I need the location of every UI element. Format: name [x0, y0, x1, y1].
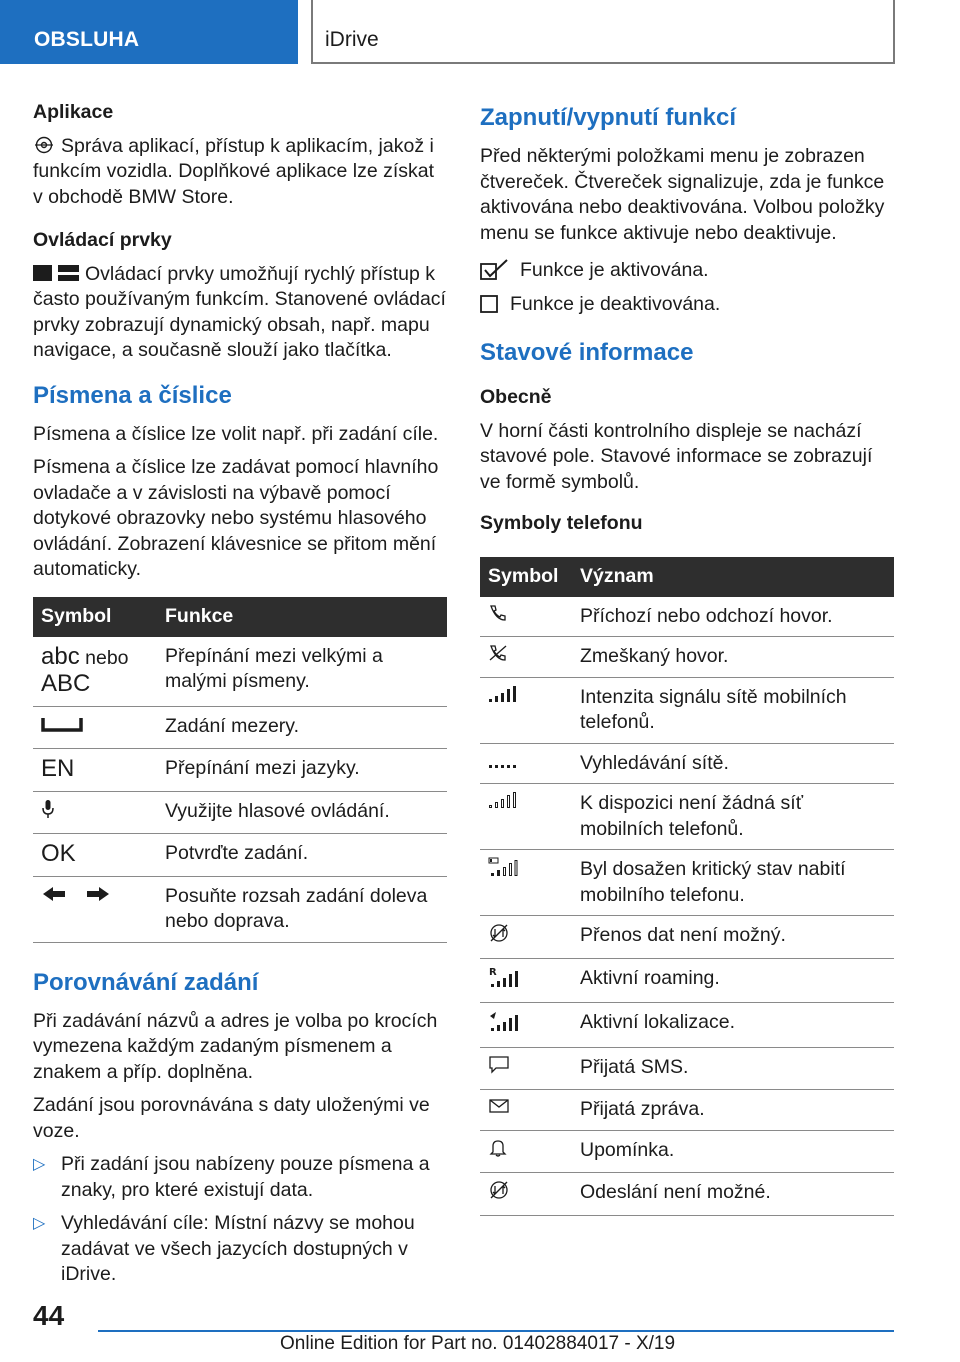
bullet-text: Při zadání jsou nabízeny pouze písmena a znaky, pro které existují data.: [61, 1153, 430, 1201]
row-text: Zadání mezery.: [157, 706, 447, 749]
controls-title: Ovládací prvky: [33, 229, 172, 251]
row-text: Upomínka.: [572, 1130, 894, 1173]
page-number: 44: [33, 1300, 65, 1331]
activated-text: Funkce je aktivována.: [520, 259, 709, 281]
table-row: [33, 637, 447, 707]
row-text: Příchozí nebo odchozí hovor.: [572, 597, 894, 637]
row-text: Byl dosažen kritický stav nabití mobilního telefonu.: [572, 850, 894, 916]
footer-divider: [98, 1330, 894, 1332]
col-symbol: Symbol: [33, 597, 157, 637]
compare-heading: Porovnávání zadání: [33, 968, 259, 996]
toggle-paragraph: Před některými položkami menu je zobrazen čtvereček. Čtvereček signalizuje, zda je funkce aktivována nebo deaktivována. Volbou položky menu se funkce aktivuje nebo deaktivuje.: [480, 145, 885, 244]
deactivated-text: Funkce je deaktivována.: [510, 292, 721, 315]
checked-box-icon: [480, 258, 510, 280]
row-text: Přijatá SMS.: [572, 1047, 894, 1090]
deactivated-row: [480, 292, 894, 318]
table-row: [33, 834, 447, 877]
letters-heading: Písmena a číslice: [33, 381, 232, 409]
letters-p1: Písmena a číslice lze volit např. při zadání cíle.: [33, 422, 439, 445]
table-row: [480, 1130, 894, 1173]
topic-tab: [311, 0, 895, 64]
arrows-icon: [41, 884, 111, 904]
list-item: [33, 1152, 447, 1203]
row-text: Intenzita signálu sítě mobilních telefonů.: [572, 677, 894, 743]
edition-footer: Online Edition for Part no. 01402884017 - X/19: [280, 1333, 676, 1354]
row-text: Odeslání není možné.: [572, 1173, 894, 1216]
general-title: Obecně: [480, 386, 552, 408]
row-text: Aktivní lokalizace.: [572, 1003, 894, 1048]
table-row: [33, 706, 447, 749]
row-text: Přijatá zpráva.: [572, 1090, 894, 1131]
language-symbol: EN: [41, 755, 75, 782]
row-text: Zmeškaný hovor.: [572, 637, 894, 678]
table-row: [480, 958, 894, 1003]
sms-icon: [488, 1055, 510, 1075]
general-paragraph: V horní části kontrolního displeje se nachází stavové pole. Stavové informace se zobrazují ve formě symbolů.: [480, 419, 873, 493]
list-item: [33, 1211, 447, 1288]
table-row: [480, 916, 894, 959]
bullet-triangle-icon: ▷: [33, 1215, 46, 1232]
row-text: Přepínání mezi jazyky.: [157, 749, 447, 792]
localization-icon: [488, 1010, 518, 1032]
row-text: Aktivní roaming.: [572, 958, 894, 1003]
ok-symbol: OK: [41, 840, 76, 867]
left-column: [33, 100, 447, 1296]
compare-p2: Zadání jsou porovnávána s daty uloženými ve voze.: [33, 1094, 430, 1142]
phone-symbols-table: [480, 557, 894, 1216]
apps-paragraph: [33, 134, 447, 211]
space-icon: [41, 714, 83, 734]
col-symbol: Symbol: [480, 557, 572, 597]
table-row: [480, 1003, 894, 1048]
table-row: [480, 597, 894, 637]
battery-critical-icon: [488, 857, 518, 877]
microphone-icon: [41, 799, 55, 819]
table-row: [480, 677, 894, 743]
case-symbol: [33, 637, 157, 707]
send-failed-icon: [488, 1180, 510, 1200]
or-text: nebo: [85, 646, 129, 669]
table-row: [33, 876, 447, 942]
table-row: [480, 850, 894, 916]
status-heading: Stavové informace: [480, 339, 694, 366]
table-row: [480, 743, 894, 784]
section-title: OBSLUHA: [34, 28, 140, 51]
table-row: [480, 637, 894, 678]
toggle-heading: Zapnutí/vypnutí funkcí: [480, 104, 736, 131]
compare-p1: Při zadávání názvů a adres je volba po krocích vymezena každým zadaným písmenem a znakem a příp. doplněna.: [33, 1009, 438, 1083]
phone-symbols-title: Symboly telefonu: [480, 512, 643, 534]
row-text: K dispozici není žádná síť mobilních telefonů.: [572, 784, 894, 850]
apps-icon: [33, 136, 55, 154]
bell-icon: [488, 1138, 508, 1158]
no-data-icon: [488, 923, 510, 943]
row-text: Posuňte rozsah zadání doleva nebo doprava.: [157, 876, 447, 942]
roaming-icon: [488, 966, 518, 988]
table-header-row: [33, 597, 447, 637]
no-network-icon: [488, 791, 516, 809]
right-column: [480, 100, 894, 1216]
mail-icon: [488, 1097, 510, 1115]
table-row: [33, 749, 447, 792]
activated-row: [480, 258, 894, 284]
svg-text:R: R: [489, 966, 497, 978]
missed-call-icon: [488, 644, 508, 662]
table-row: [480, 784, 894, 850]
topic-title: iDrive: [325, 28, 379, 51]
controls-icon: [33, 264, 79, 282]
network-search-icon: [488, 751, 516, 769]
table-header-row: [480, 557, 894, 597]
letters-p2: Písmena a číslice lze zadávat pomocí hlavního ovladače a v závislosti na výbavě pomocí dotykové obrazovky nebo systému hlasového ovládání. Zobrazení klávesnice se přitom mění automaticky.: [33, 456, 439, 580]
keyboard-symbols-table: [33, 597, 447, 943]
bullet-text: Vyhledávání cíle: Místní názvy se mohou zadávat ve všech jazycích dostupných v iDrive.: [61, 1212, 415, 1285]
table-row: [480, 1173, 894, 1216]
table-row: [480, 1047, 894, 1090]
row-text: Vyhledávání sítě.: [572, 743, 894, 784]
row-text: Využijte hlasové ovládání.: [157, 791, 447, 834]
section-tab: [0, 0, 298, 64]
phone-call-icon: [488, 604, 508, 622]
col-meaning: Význam: [572, 557, 894, 597]
table-row: [480, 1090, 894, 1131]
controls-paragraph: [33, 262, 447, 364]
apps-text: Správa aplikací, přístup k aplikacím, jakož i funkcím vozidla. Doplňkové aplikace lze získat v obchodě BMW Store.: [33, 134, 435, 208]
row-text: Potvrďte zadání.: [157, 834, 447, 877]
row-text: Přenos dat není možný.: [572, 916, 894, 959]
controls-text: Ovládací prvky umožňují rychlý přístup k často používaným funkcím. Stanovené ovládací prvky zobrazují dynamický obsah, např. mapu navigace, a současně slouží jako tlačítka.: [33, 262, 446, 361]
bullet-triangle-icon: ▷: [33, 1156, 46, 1173]
unchecked-box-icon: [480, 292, 500, 314]
col-function: Funkce: [157, 597, 447, 637]
table-row: [33, 791, 447, 834]
apps-title: Aplikace: [33, 101, 114, 123]
abc-symbol: abc: [41, 642, 80, 670]
signal-strength-icon: [488, 685, 516, 703]
row-text: Přepínání mezi velkými a malými písmeny.: [157, 637, 447, 707]
ABC-symbol: ABC: [41, 670, 91, 697]
